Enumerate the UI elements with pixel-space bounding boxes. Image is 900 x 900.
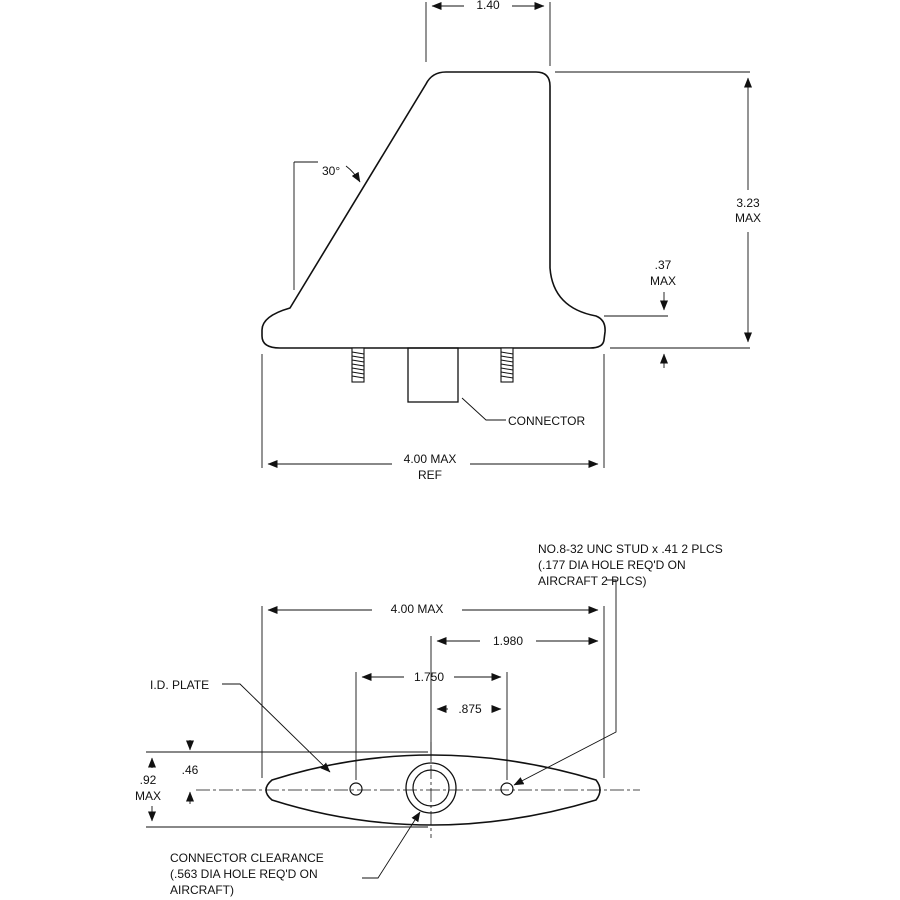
clearance-line3: AIRCRAFT) — [170, 883, 234, 897]
dim-875-label: .875 — [458, 702, 482, 716]
dim-side-overall-width-label: 4.00 MAX — [403, 452, 457, 466]
clearance-line2: (.563 DIA HOLE REQ'D ON — [170, 867, 318, 881]
dim-1980 — [431, 634, 598, 760]
dim-base-thickness — [604, 258, 676, 368]
dim-angle-label: 30° — [322, 164, 341, 178]
dim-height-suffix: MAX — [734, 211, 762, 225]
dim-angle — [294, 162, 360, 290]
stud-note-line1: NO.8-32 UNC STUD x .41 2 PLCS — [538, 542, 723, 556]
dim-875 — [437, 702, 501, 716]
dim-top-width — [426, 0, 550, 66]
stud-hole-right — [501, 783, 513, 795]
dim-92-label: .92 — [139, 773, 157, 787]
connector-label: CONNECTOR — [508, 414, 586, 428]
side-view — [262, 0, 761, 482]
dim-base-thickness-label: .37 — [654, 258, 672, 272]
dim-1980-label: 1.980 — [492, 634, 524, 648]
left-stud — [352, 348, 364, 382]
dim-1750-label: 1.750 — [413, 670, 445, 684]
connector-clearance-callout — [170, 812, 420, 897]
stud-note-line3: AIRCRAFT 2 PLCS) — [538, 574, 647, 588]
right-stud — [501, 348, 513, 382]
dim-side-overall-width-suffix: REF — [418, 468, 442, 482]
bottom-view — [135, 542, 723, 897]
stud-hole-left — [350, 783, 362, 795]
dim-bottom-overall-width-label: 4.00 MAX — [390, 602, 444, 616]
stud-note-line2: (.177 DIA HOLE REQ'D ON — [538, 558, 686, 572]
id-plate-label: I.D. PLATE — [150, 678, 210, 692]
stud-note — [514, 542, 723, 785]
dim-height-label: 3.23 — [736, 196, 760, 210]
connector-callout — [462, 398, 585, 428]
id-plate-callout — [150, 678, 330, 772]
clearance-line1: CONNECTOR CLEARANCE — [170, 851, 324, 865]
antenna-body-outline — [262, 72, 605, 348]
dim-92-suffix: MAX — [134, 789, 162, 803]
dim-base-thickness-suffix: MAX — [649, 274, 677, 288]
dim-46-label: .46 — [181, 763, 199, 777]
dim-vertical — [135, 740, 428, 827]
dim-height — [555, 72, 761, 348]
dim-top-width-label: 1.40 — [476, 0, 500, 12]
connector-body — [408, 348, 458, 402]
